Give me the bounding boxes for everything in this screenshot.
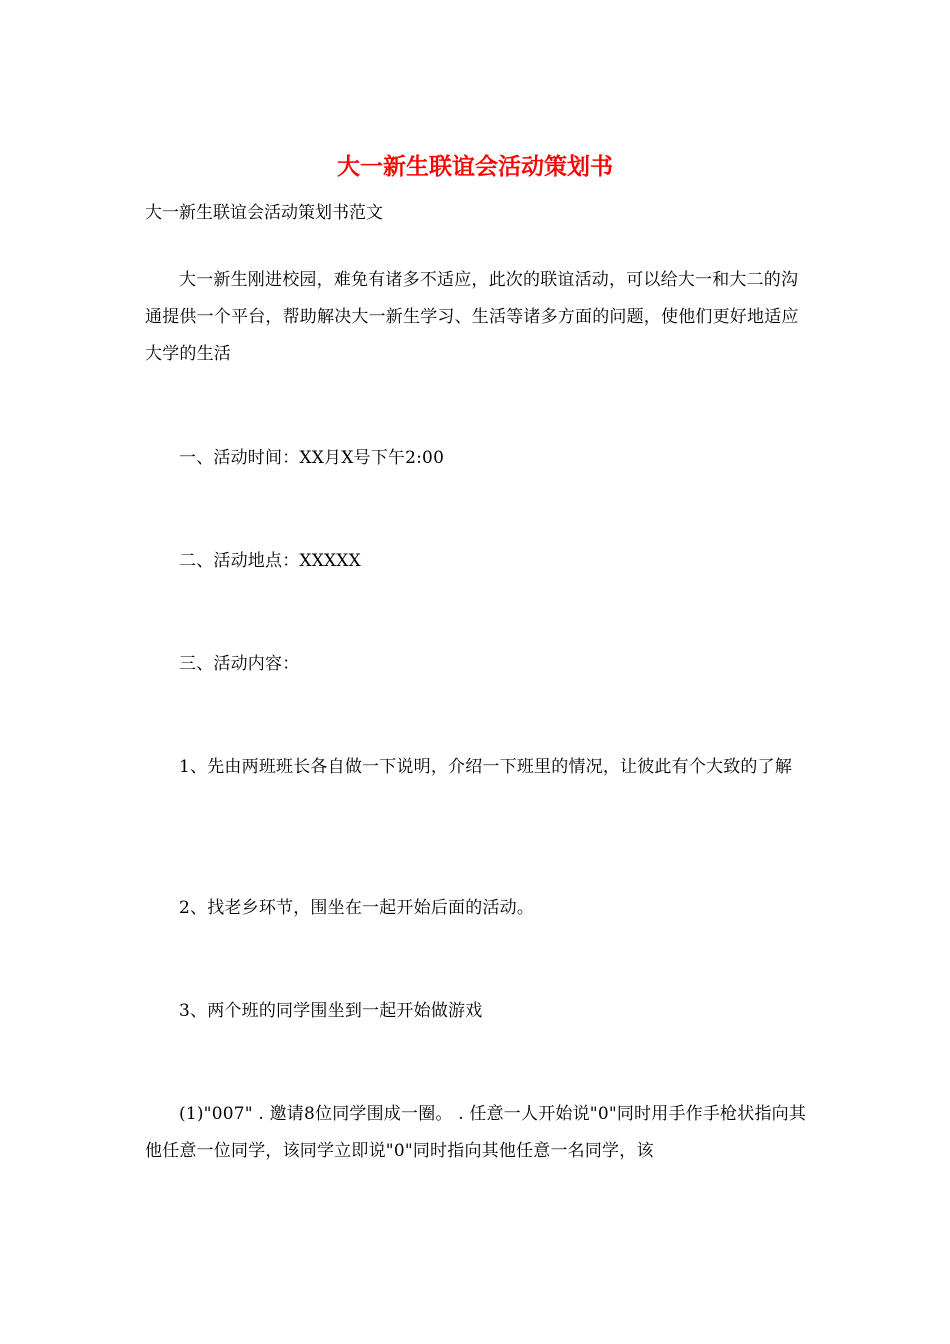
content-item-1: 1、先由两班班长各自做一下说明，介绍一下班里的情况，让彼此有个大致的了解 <box>179 757 793 777</box>
activity-location: 二、活动地点：XXXXX <box>179 551 361 571</box>
content-item-2: 2、找老乡环节，围坐在一起开始后面的活动。 <box>179 898 535 918</box>
content-item-3: 3、两个班的同学围坐到一起开始做游戏 <box>179 1001 483 1021</box>
document-subtitle: 大一新生联谊会活动策划书范文 <box>145 203 383 223</box>
intro-paragraph: 大一新生刚进校园，难免有诸多不适应，此次的联谊活动，可以给大一和大二的沟通提供一个平台，帮助解决大一新生学习、生活等诸多方面的问题，使他们更好地适应大学的生活 <box>145 270 799 364</box>
document-title: 大一新生联谊会活动策划书 <box>337 153 613 180</box>
activity-content-heading: 三、活动内容： <box>179 654 300 674</box>
activity-time: 一、活动时间：XX月X号下午2:00 <box>179 448 445 468</box>
game-item-007: (1)"007" . 邀请8位同学围成一圈。 . 任意一人开始说"0"同时用手作手枪状指向其他任意一位同学，该同学立即说"0"同时指向其他任意一名同学，该 <box>145 1104 807 1161</box>
